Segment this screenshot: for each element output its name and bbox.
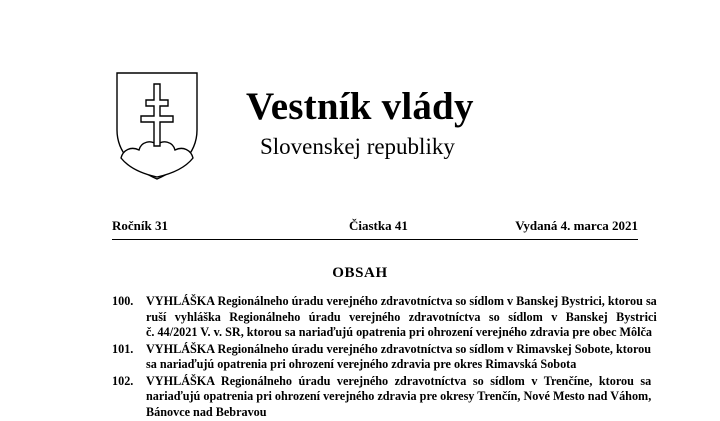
header-divider: [112, 239, 638, 240]
item-number: 101.: [112, 341, 134, 356]
contents-list: [112, 294, 657, 421]
item-number: 102.: [112, 373, 134, 388]
item-line: nariaďujú opatrenia pri ohrození verejného zdravia pre okresy Trenčín, Nové Mesto nad Váhom,: [146, 389, 652, 403]
item-text: [146, 374, 651, 421]
item-text: [146, 342, 651, 373]
item-line: VYHLÁŠKA Regionálneho úradu verejného zdravotníctva so sídlom v Rimavskej Sobote, ktorou: [146, 341, 652, 356]
item-line: Bánovce nad Bebravou: [146, 404, 267, 419]
item-line: ruší vyhláška Regionálneho úradu verejného zdravotníctva so sídlom v Banskej Bystrici: [146, 309, 657, 324]
list-item: [112, 294, 657, 341]
list-item: [112, 373, 652, 421]
issue-label: Čiastka 41: [349, 218, 408, 233]
header: [246, 86, 474, 160]
contents-heading: OBSAH: [332, 265, 388, 281]
item-line: VYHLÁŠKA Regionálneho úradu verejného zdravotníctva so sídlom v Banskej Bystrici, ktorou sa: [146, 294, 657, 308]
volume-label: Ročník 31: [112, 218, 168, 233]
item-line: sa nariaďujú opatrenia pri ohrození verejného zdravia pre okres Rimavská Sobota: [146, 357, 577, 371]
publication-subtitle: Slovenskej republiky: [260, 134, 455, 159]
publication-date: Vydaná 4. marca 2021: [515, 218, 638, 233]
publication-title: Vestník vlády: [246, 85, 474, 128]
item-number: 100.: [112, 294, 134, 308]
item-line: VYHLÁŠKA Regionálneho úradu verejného zdravotníctva so sídlom v Trenčíne, ktorou sa: [146, 373, 652, 388]
list-item: [112, 341, 652, 373]
item-text: [146, 294, 657, 341]
item-line: č. 44/2021 V. v. SR, ktorou sa nariaďujú opatrenia pri ohrození verejného zdravia pre obec Môlča: [146, 325, 653, 339]
slovak-coat-of-arms-emblem: [113, 70, 201, 182]
